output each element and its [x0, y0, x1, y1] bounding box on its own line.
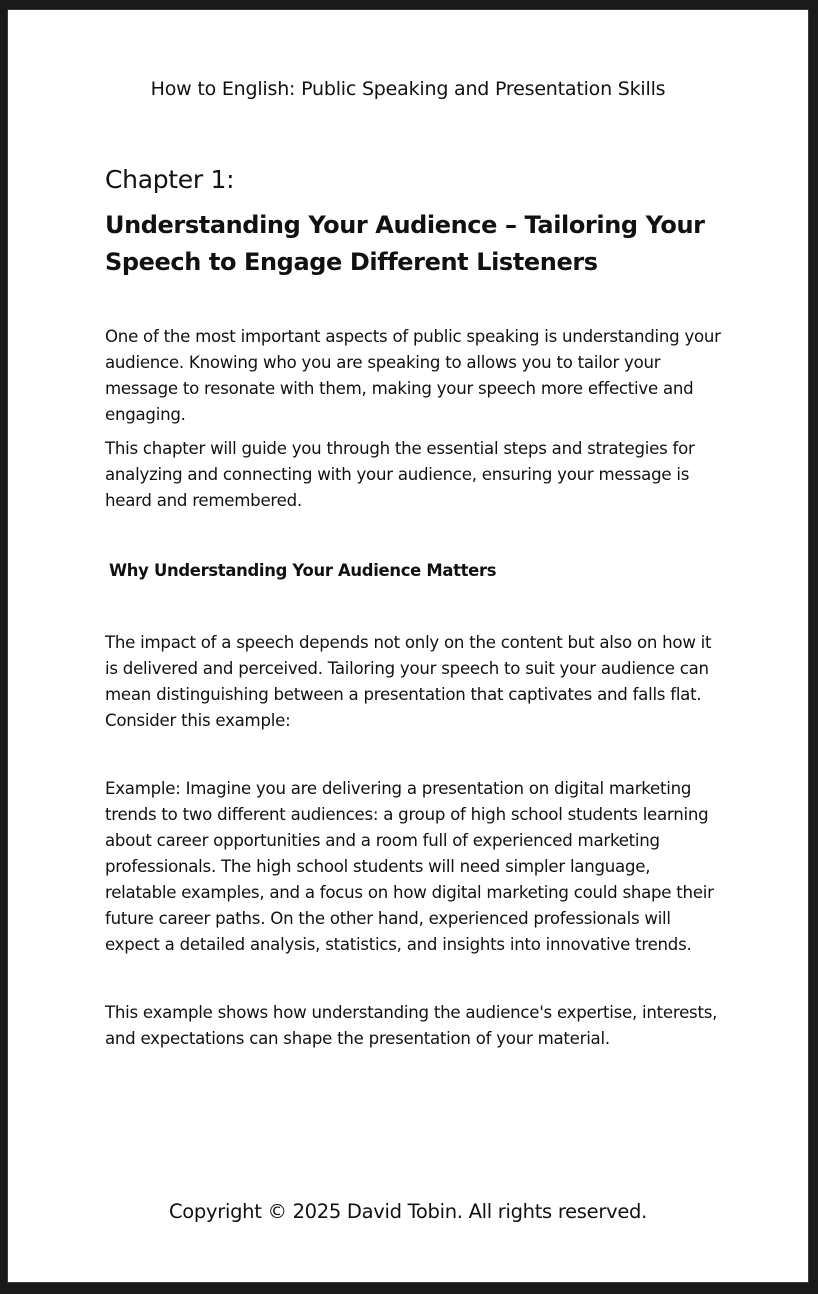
chapter-label: Chapter 1: — [105, 165, 235, 194]
running-header: How to English: Public Speaking and Presentation Skills — [150, 78, 666, 100]
page-content — [105, 163, 725, 1052]
intro-paragraph-2: This chapter will guide you through the essential steps and strategies for analyzing and connecting with your audience, ensuring your message is heard and remembered. — [105, 439, 695, 510]
body-paragraph-1: The impact of a speech depends not only on the content but also on how it is delivered and perceived. Tailoring your speech to suit your audience can mean distinguishing between a presentation that captivates and falls flat. Consider this example: — [105, 633, 712, 730]
example-paragraph: Example: Imagine you are delivering a presentation on digital marketing trends to two different audiences: a group of high school students learning about career opportunities and a room full of experienced marketing professionals. The high school students will need simpler language, relatable examples, and a focus on how digital marketing could shape their future career paths. On the other hand, experienced professionals will expect a detailed analysis, statistics, and insights into innovative trends. — [105, 779, 714, 954]
chapter-title: Understanding Your Audience – Tailoring Your Speech to Engage Different Listeners — [105, 211, 705, 276]
document-page — [8, 10, 808, 1282]
body-paragraph-3: This example shows how understanding the audience's expertise, interests, and expectations can shape the presentation of your material. — [105, 1003, 718, 1048]
intro-paragraph-1: One of the most important aspects of public speaking is understanding your audience. Knowing who you are speaking to allows you to tailor your message to resonate with them, making your speech more effective and engaging. — [105, 327, 721, 424]
copyright-footer: Copyright © 2025 David Tobin. All rights reserved. — [168, 1200, 647, 1223]
section-heading: Why Understanding Your Audience Matters — [109, 561, 497, 580]
